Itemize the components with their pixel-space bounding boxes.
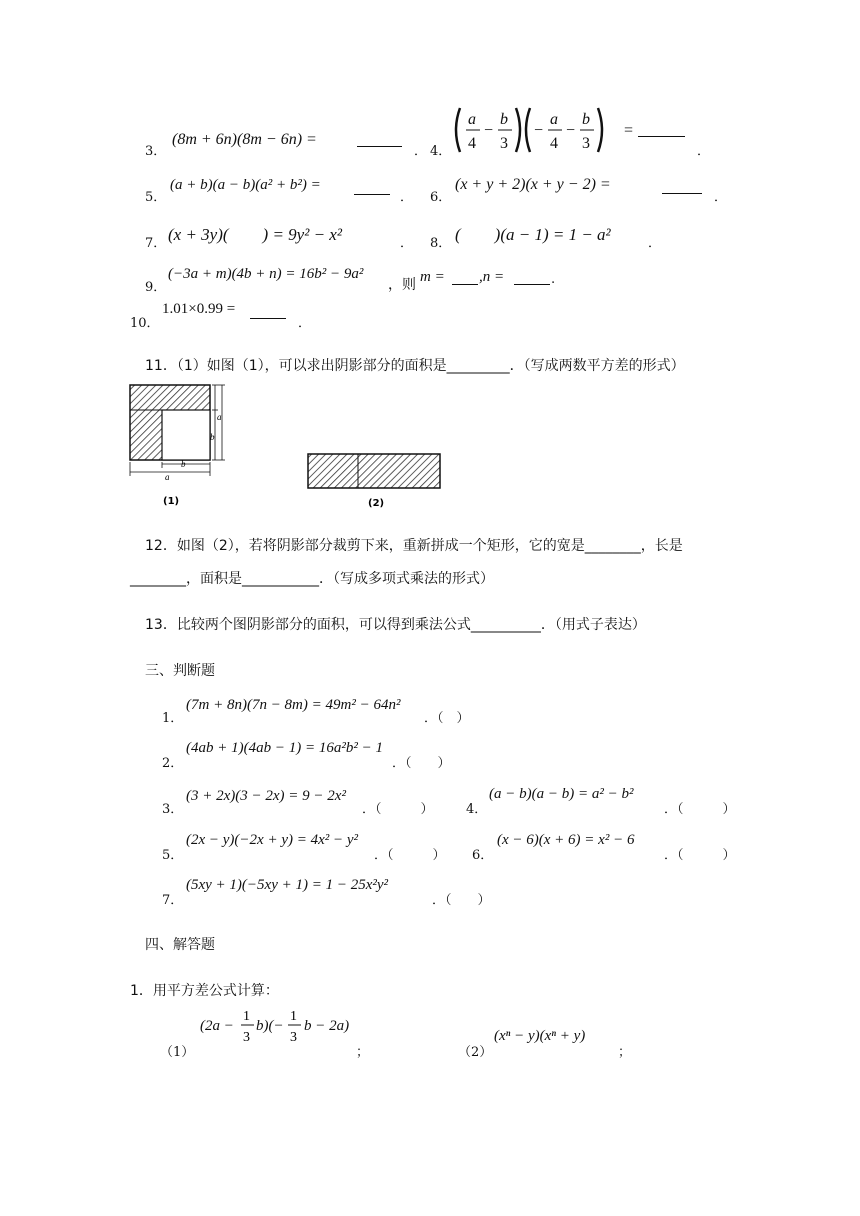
- svg-text:3: 3: [243, 1030, 250, 1045]
- solve-1-number: （1）: [160, 1045, 195, 1060]
- q4-frac-3: 3: [500, 135, 508, 152]
- judge-7-expression: (5xy + 1)(−5xy + 1) = 1 − 25x²y²: [186, 877, 389, 893]
- judge-4-paren[interactable]: ．（ ）: [664, 802, 736, 817]
- q11-text: 11．（1）如图（1），可以求出阴影部分的面积是_________．（写成两数平方差的形式）: [145, 358, 685, 374]
- judge-3-paren[interactable]: ．（ ）: [362, 802, 434, 817]
- q6-blank[interactable]: [662, 179, 702, 194]
- q6-end: ．: [714, 190, 728, 205]
- q4-frac-4b: 4: [550, 135, 558, 152]
- q5-number: 5．: [145, 190, 167, 205]
- solve-2-expression: (xⁿ − y)(xⁿ + y): [494, 1028, 586, 1044]
- fig1-label-b-bottom: b: [181, 459, 186, 469]
- q3-blank[interactable]: [357, 132, 402, 147]
- q4-frac-4: 4: [468, 135, 476, 152]
- q6-expression: (x + y + 2)(x + y − 2) =: [455, 176, 611, 193]
- solve-2-number: （2）: [458, 1045, 493, 1060]
- figure-2: [303, 448, 445, 510]
- q5-blank[interactable]: [354, 180, 390, 195]
- solve-1-part-b: b)(−: [256, 1018, 284, 1034]
- q4-expression: [450, 104, 625, 156]
- q4-blank[interactable]: [638, 122, 685, 137]
- section-3-heading: 三、判断题: [145, 663, 215, 679]
- q13-text: 13．比较两个图阴影部分的面积，可以得到乘法公式__________．（用式子表达）: [145, 617, 646, 633]
- q4-end: ．: [697, 144, 711, 159]
- q4-equals: =: [624, 122, 634, 139]
- judge-7-number: 7．: [162, 893, 184, 908]
- q9-m-blank[interactable]: [452, 270, 478, 285]
- q4-minus-3: −: [566, 122, 576, 139]
- q4-frac-b: b: [500, 111, 508, 128]
- fig1-label-a-bottom: a: [165, 472, 170, 482]
- judge-6-number: 6．: [472, 848, 494, 863]
- judge-6-paren[interactable]: ．（ ）: [664, 848, 736, 863]
- judge-5-number: 5．: [162, 848, 184, 863]
- solve-intro: 1．用平方差公式计算：: [130, 983, 279, 999]
- q4-minus: −: [484, 122, 494, 139]
- solve-1-part-c: b − 2a): [304, 1018, 350, 1034]
- q3-end: ．: [414, 144, 428, 159]
- q3-expression: (8m + 6n)(8m − 6n) =: [172, 131, 317, 148]
- judge-4-expression: (a − b)(a − b) = a² − b²: [489, 786, 634, 802]
- q8-expression: ( )(a − 1) = 1 − a²: [455, 225, 611, 244]
- q5-expression: (a + b)(a − b)(a² + b²) =: [170, 177, 321, 193]
- q9-expression: (−3a + m)(4b + n) = 16b² − 9a²: [168, 266, 364, 282]
- judge-2-expression: (4ab + 1)(4ab − 1) = 16a²b² − 1: [186, 740, 383, 756]
- judge-6-expression: (x − 6)(x + 6) = x² − 6: [497, 832, 635, 848]
- judge-1-number: 1．: [162, 711, 184, 726]
- q4-frac-3b: 3: [582, 135, 590, 152]
- q9-n-label: ,n =: [479, 269, 505, 285]
- fig1-label-a-right: a: [217, 412, 222, 422]
- fig2-caption: (2): [368, 498, 385, 509]
- q3-number: 3．: [145, 144, 167, 159]
- judge-3-number: 3．: [162, 802, 184, 817]
- judge-5-expression: (2x − y)(−2x + y) = 4x² − y²: [186, 832, 359, 848]
- q8-number: 8．: [430, 236, 452, 251]
- solve-1-fraction-2: [287, 1006, 303, 1048]
- q4-number: 4．: [430, 144, 452, 159]
- judge-1-expression: (7m + 8n)(7n − 8m) = 49m² − 64n²: [186, 697, 401, 713]
- judge-4-number: 4．: [466, 802, 488, 817]
- q5-end: ．: [400, 190, 414, 205]
- solve-1-fraction-1: [240, 1006, 256, 1048]
- fig1-label-b-right: b: [210, 432, 215, 442]
- q9-n-blank[interactable]: [514, 270, 550, 285]
- judge-3-expression: (3 + 2x)(3 − 2x) = 9 − 2x²: [186, 788, 346, 804]
- q4-frac-a2: a: [550, 111, 558, 128]
- q4-minus-2: −: [534, 122, 544, 139]
- judge-2-paren[interactable]: ．（ ）: [392, 756, 451, 771]
- q9-m-label: m =: [420, 269, 445, 285]
- q7-expression: (x + 3y)( ) = 9y² − x²: [168, 225, 342, 244]
- q10-end: ．: [298, 316, 312, 331]
- fig1-removed-square: [162, 410, 210, 460]
- solve-1-end: ；: [356, 1045, 370, 1060]
- q9-end: .: [551, 272, 556, 287]
- q6-number: 6．: [430, 190, 452, 205]
- fig2-shaded-rectangle: [308, 454, 440, 488]
- q10-number: 10．: [130, 316, 160, 331]
- q4-frac-b2: b: [582, 111, 590, 128]
- fig1-caption: (1): [163, 496, 180, 507]
- q12-line2: ________，面积是___________．（写成多项式乘法的形式）: [130, 571, 494, 587]
- judge-1-paren[interactable]: ．（ ）: [424, 711, 470, 726]
- judge-2-number: 2．: [162, 756, 184, 771]
- svg-text:1: 1: [290, 1009, 297, 1024]
- figure-1: [125, 380, 230, 510]
- q9-then: ，则: [388, 277, 416, 293]
- section-4-heading: 四、解答题: [145, 937, 215, 953]
- judge-7-paren[interactable]: ．（ ）: [432, 893, 491, 908]
- q12-line1: 12．如图（2），若将阴影部分裁剪下来，重新拼成一个矩形，它的宽是________，长是: [145, 538, 683, 554]
- q8-end: ．: [648, 236, 662, 251]
- q7-number: 7．: [145, 236, 167, 251]
- q10-expression: 1.01×0.99 =: [162, 301, 236, 317]
- svg-text:1: 1: [243, 1009, 250, 1024]
- solve-2-end: ；: [618, 1045, 632, 1060]
- svg-text:3: 3: [290, 1030, 297, 1045]
- solve-1-part-a: (2a −: [200, 1018, 234, 1034]
- q4-frac-a: a: [468, 111, 476, 128]
- q10-blank[interactable]: [250, 304, 286, 319]
- judge-5-paren[interactable]: ．（ ）: [374, 848, 446, 863]
- q9-number: 9．: [145, 280, 167, 295]
- q7-end: ．: [400, 236, 414, 251]
